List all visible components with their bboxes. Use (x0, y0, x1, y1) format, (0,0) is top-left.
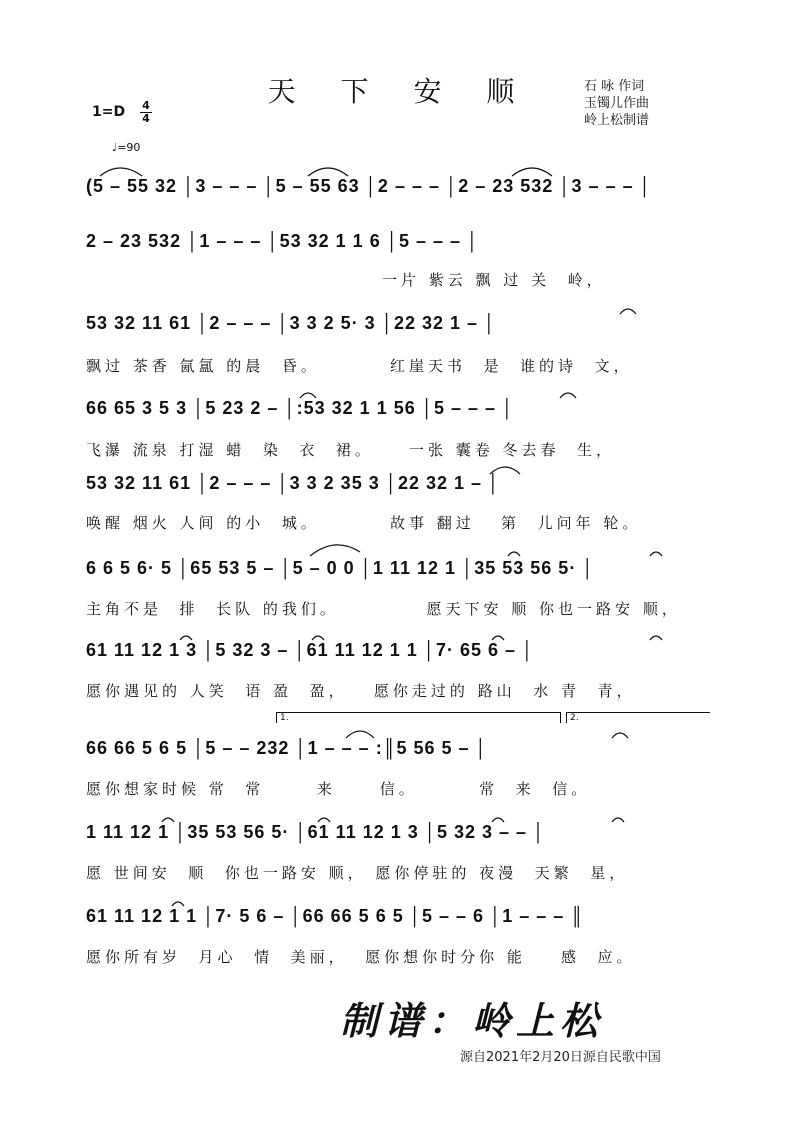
lyric-row-5: 唤醒 烟火 人间 的小 城。 故事 翻过 第 儿问年 轮。 (86, 514, 642, 532)
tempo-marking: ♩=90 (112, 141, 141, 154)
volta-first-ending: 1. (276, 712, 561, 723)
volta-second-ending: 2. (566, 712, 710, 723)
notes: 2 – 23 532 │1 – – – │53 32 1 1 6 │5 – – – │ (86, 231, 480, 251)
notes: (5 – 55 32 │3 – – – │5 – 55 63 │2 – – – │2 – 23 532 │3 – – – │ (86, 176, 652, 196)
notes: 53 32 11 61 │2 – – – │3 3 2 5· 3 │22 32 1 – │ (86, 313, 497, 333)
key-signature: 1=D (92, 104, 126, 120)
arranger-signature: 制谱：岭上松 (340, 998, 605, 1043)
lyric-row-8: 愿你想家时候 常 常 来 信。 常 来 信。 (86, 780, 591, 798)
notes: 61 11 12 1 1 │7· 5 6 – │66 66 5 6 5 │5 – – 6 │1 – – – ║ (86, 906, 585, 926)
lyric-row-3: 飘过 茶香 氤氲 的晨 昏。 红崖天书 是 谁的诗 文， (86, 357, 633, 375)
notes: 66 65 3 5 3 │5 23 2 – │:53 32 1 1 56 │5 – – – │ (86, 398, 515, 418)
lyric-row-2: 一片 紫云 飘 过 关 岭， (382, 271, 606, 289)
lyric-row-4: 飞瀑 流泉 打湿 蜡 染 衣 裙。 一张 囊卷 冬去春 生， (86, 441, 616, 459)
notes: 61 11 12 1 3 │5 32 3 – │61 11 12 1 1 │7· 65 6 – │ (86, 640, 535, 660)
time-signature-bottom: 4 (140, 112, 152, 125)
notes: 66 66 5 6 5 │5 – – 232 │1 – – – :║5 56 5 – │ (86, 738, 488, 758)
notes: 1 11 12 1 │35 53 56 5· │61 11 12 1 3 │5 32 3 – – │ (86, 822, 546, 842)
notes: 53 32 11 61 │2 – – – │3 3 2 35 3 │22 32 1 – │ (86, 473, 501, 493)
notes: 6 6 5 6· 5 │65 53 5 – │5 – 0 0 │1 11 12 1 │35 53 56 5· │ (86, 558, 595, 578)
arranger-credit: 岭上松制谱 (584, 113, 650, 128)
lyric-row-7: 愿你遇见的 人笑 语 盈 盈， 愿你走过的 路山 水 青 青， (86, 682, 636, 700)
lyric-row-9: 愿 世间安 顺 你也一路安 顺， 愿你停驻的 夜漫 天繁 星， (86, 864, 629, 882)
source-note: 源自2021年2月20日源自民歌中国 (460, 1050, 661, 1065)
time-signature-top: 4 (142, 99, 150, 112)
page-title: 天 下 安 顺 (267, 75, 533, 108)
lyric-row-6: 主角不是 排 长队 的我们。 愿天下安 顺 你也一路安 顺， (86, 600, 681, 618)
lyric-row-10: 愿你所有岁 月心 情 美丽， 愿你想你时分你 能 感 应。 (86, 948, 636, 966)
lyricist-credit: 石 咏 作词 (584, 79, 645, 94)
composer-credit: 玉镯儿作曲 (584, 96, 650, 111)
